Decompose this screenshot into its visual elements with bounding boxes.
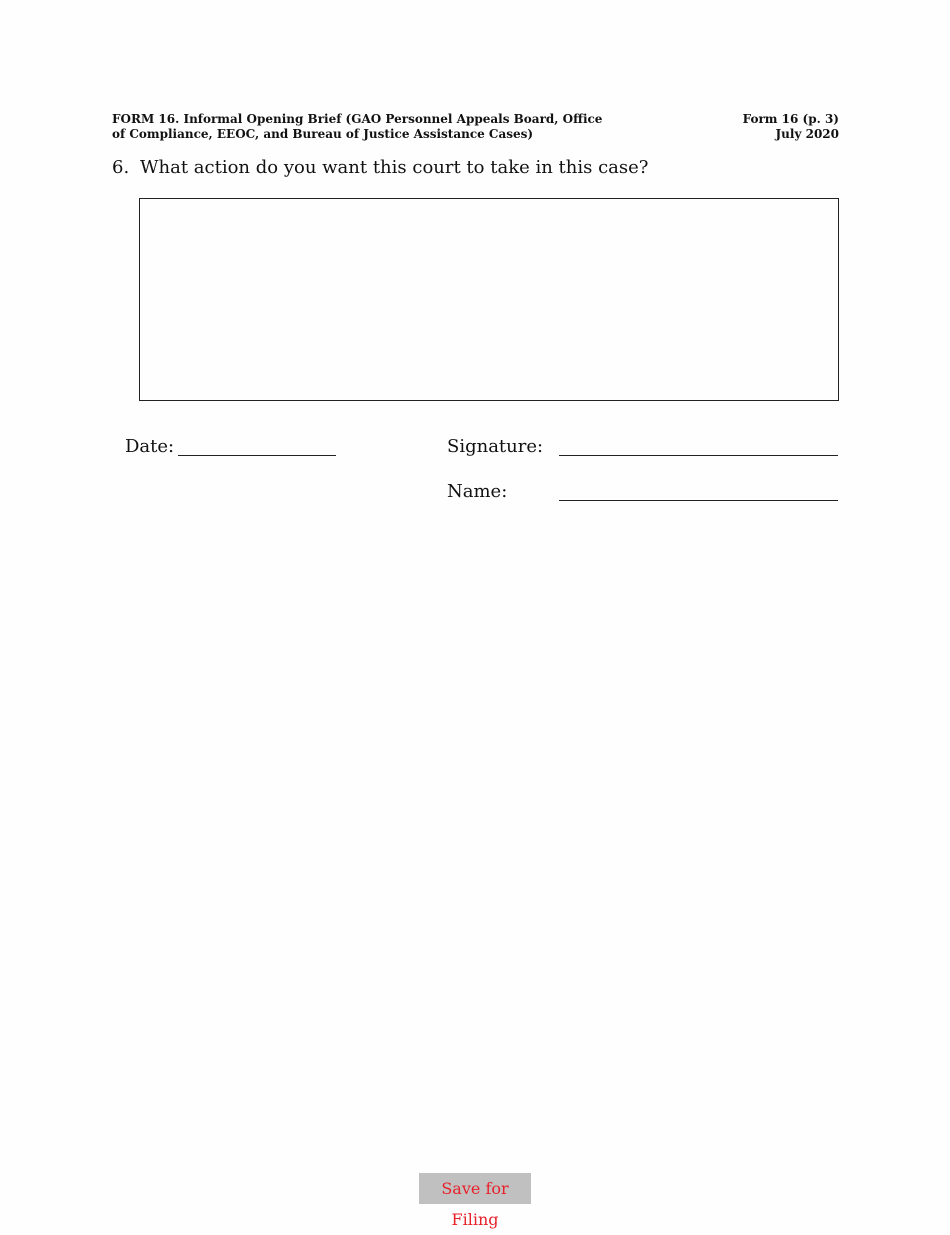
name-field[interactable]	[559, 480, 838, 501]
signature-label: Signature:	[447, 436, 544, 457]
save-for-filing-button[interactable]: Save for Filing	[419, 1173, 531, 1204]
form-date: July 2020	[775, 127, 839, 141]
date-label: Date:	[125, 436, 175, 457]
form-title	[112, 112, 632, 142]
answer-textarea[interactable]	[139, 198, 839, 401]
form-page-info	[743, 112, 839, 142]
name-label: Name:	[447, 481, 508, 502]
date-field[interactable]	[178, 435, 336, 456]
form-title-line-1: FORM 16. Informal Opening Brief (GAO Personnel Appeals Board, Office	[112, 112, 603, 126]
question-number: 6.	[112, 157, 130, 178]
question-text: What action do you want this court to take in this case?	[140, 157, 649, 178]
signature-field[interactable]	[559, 435, 838, 456]
form-title-line-2: of Compliance, EEOC, and Bureau of Justice Assistance Cases)	[112, 127, 534, 141]
form-page-number: Form 16 (p. 3)	[742, 112, 839, 126]
question-6	[112, 156, 648, 180]
